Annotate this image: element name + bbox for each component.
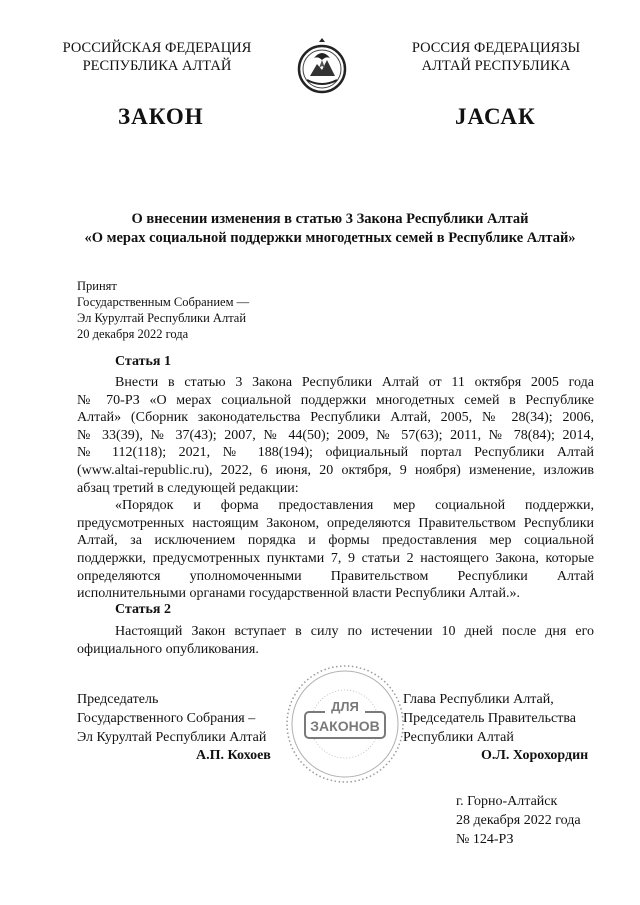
article2-body xyxy=(77,623,594,658)
quote-line: поддержки, предусмотренных пунктами 7, 9 статьи 2 настоящего Закона, которые xyxy=(77,550,594,566)
footer-block xyxy=(456,792,581,849)
article2-heading: Статья 2 xyxy=(115,602,171,617)
article1-line: Внести в статью 3 Закона Республики Алтай от 11 октября 2005 года xyxy=(115,375,594,390)
header-right xyxy=(376,39,616,75)
signature-left xyxy=(77,690,266,747)
quote-line: «Порядок и форма предоставления мер социальной поддержки, xyxy=(115,498,594,514)
signature-right-name: О.Л. Хорохордин xyxy=(481,748,589,763)
title-line2: «О мерах социальной поддержки многодетных семей в Республике Алтай» xyxy=(84,230,576,246)
quote-line: Алтай, за исключением порядка и формы предоставления мер социальной xyxy=(77,533,594,549)
signature-left-line3: Эл Курултай Республики Алтай xyxy=(77,730,267,745)
law-title-right: JАСАК xyxy=(455,104,536,129)
header-right-line1: РОССИЯ ФЕДЕРАЦИЯЗЫ xyxy=(411,40,581,56)
document-title xyxy=(60,210,600,248)
stamp-line1: ДЛЯ xyxy=(331,699,359,714)
signature-right-line2: Председатель Правительства xyxy=(403,711,576,726)
article1-line: № 70-РЗ «О мерах социальной поддержки многодетных семей в Республике xyxy=(77,392,594,408)
adopted-line1: Принят xyxy=(77,279,117,293)
signature-right-line1: Глава Республики Алтай, xyxy=(403,692,554,707)
official-stamp xyxy=(283,662,407,786)
article1-body xyxy=(77,374,594,603)
adopted-line3: Эл Курултай Республики Алтай xyxy=(77,311,247,325)
adopted-line2: Государственным Собранием — xyxy=(77,295,250,309)
quote-line: предусмотренных настоящим Законом, определяются Правительством Республики xyxy=(77,515,594,531)
article1-line: (www.altai-republic.ru), 2022, 6 июня, 20 октября, 9 ноября) изменение, изложив xyxy=(77,462,594,478)
article1-line: № 33(39), № 37(43); 2007, № 44(50); 2009, № 57(63); 2011, № 78(84); 2014, xyxy=(77,427,594,443)
article1-line: абзац третий в следующей редакции: xyxy=(77,480,299,496)
article1-heading: Статья 1 xyxy=(115,354,171,369)
signature-left-name: А.П. Кохоев xyxy=(196,748,271,763)
adopted-block xyxy=(77,278,249,342)
header-left-line2: РЕСПУБЛИКА АЛТАЙ xyxy=(82,58,232,74)
article1-line: Алтай» (Сборник законодательства Республики Алтай, 2005, № 28(34); 2006, xyxy=(77,410,594,426)
signature-left-line1: Председатель xyxy=(77,692,159,707)
signature-left-line2: Государственного Собрания – xyxy=(77,711,256,726)
coat-of-arms-emblem xyxy=(297,38,347,100)
article2-line: официального опубликования. xyxy=(77,641,259,657)
adopted-line4: 20 декабря 2022 года xyxy=(77,327,189,341)
stamp-line2: ЗАКОНОВ xyxy=(310,718,380,734)
article1-line: № 112(118); 2021, № 188(194); официальный портал Республики Алтай xyxy=(77,445,594,461)
footer-date: 28 декабря 2022 года xyxy=(456,813,581,828)
header-left-line1: РОССИЙСКАЯ ФЕДЕРАЦИЯ xyxy=(62,40,252,56)
signature-right-line3: Республики Алтай xyxy=(403,730,514,745)
header-right-line2: АЛТАЙ РЕСПУБЛИКА xyxy=(421,58,571,74)
footer-city: г. Горно-Алтайск xyxy=(456,794,558,809)
article2-line: Настоящий Закон вступает в силу по истечении 10 дней после дня его xyxy=(115,624,594,639)
footer-number: № 124-РЗ xyxy=(456,832,514,847)
quote-line: исполнительными органами государственной власти Республики Алтай.». xyxy=(77,586,521,602)
quote-line: определяются уполномоченными Правительством Республики Алтай xyxy=(77,568,594,584)
title-line1: О внесении изменения в статью 3 Закона Республики Алтай xyxy=(131,211,529,227)
law-title-left: ЗАКОН xyxy=(118,104,204,129)
signature-right xyxy=(403,690,576,747)
header-left xyxy=(37,39,277,75)
